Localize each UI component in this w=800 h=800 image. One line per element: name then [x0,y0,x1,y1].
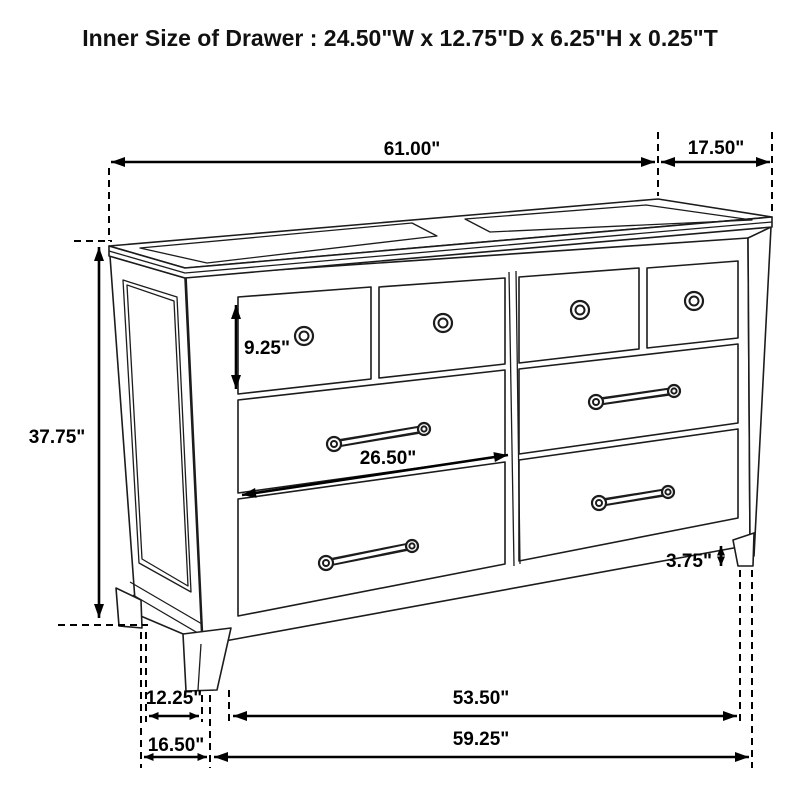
knob-icon [295,327,313,345]
knob-icon [434,314,452,332]
dim-base-depth-inner-label: 12.25" [145,688,203,709]
right-side-strip [748,227,771,556]
dim-height-label: 37.75" [28,427,86,448]
dim-top-depth-label: 17.50" [687,138,745,159]
knob-icon [685,292,703,310]
dim-top-width-label: 61.00" [383,139,441,160]
page-title: Inner Size of Drawer : 24.50"W x 12.75"D x 6.25"H x 0.25"T [82,25,718,51]
dim-leg-height-label: 3.75" [666,551,712,572]
dim-base-width-overall-label: 59.25" [452,729,510,750]
front-left-leg [183,628,231,691]
dim-base-width-inner-label: 53.50" [452,688,510,709]
dim-drawer-height-label: 9.25" [244,338,290,359]
dim-base-depth-overall-label: 16.50" [147,735,205,756]
knob-icon [571,301,589,319]
dim-drawer-width-label: 26.50" [359,448,417,469]
